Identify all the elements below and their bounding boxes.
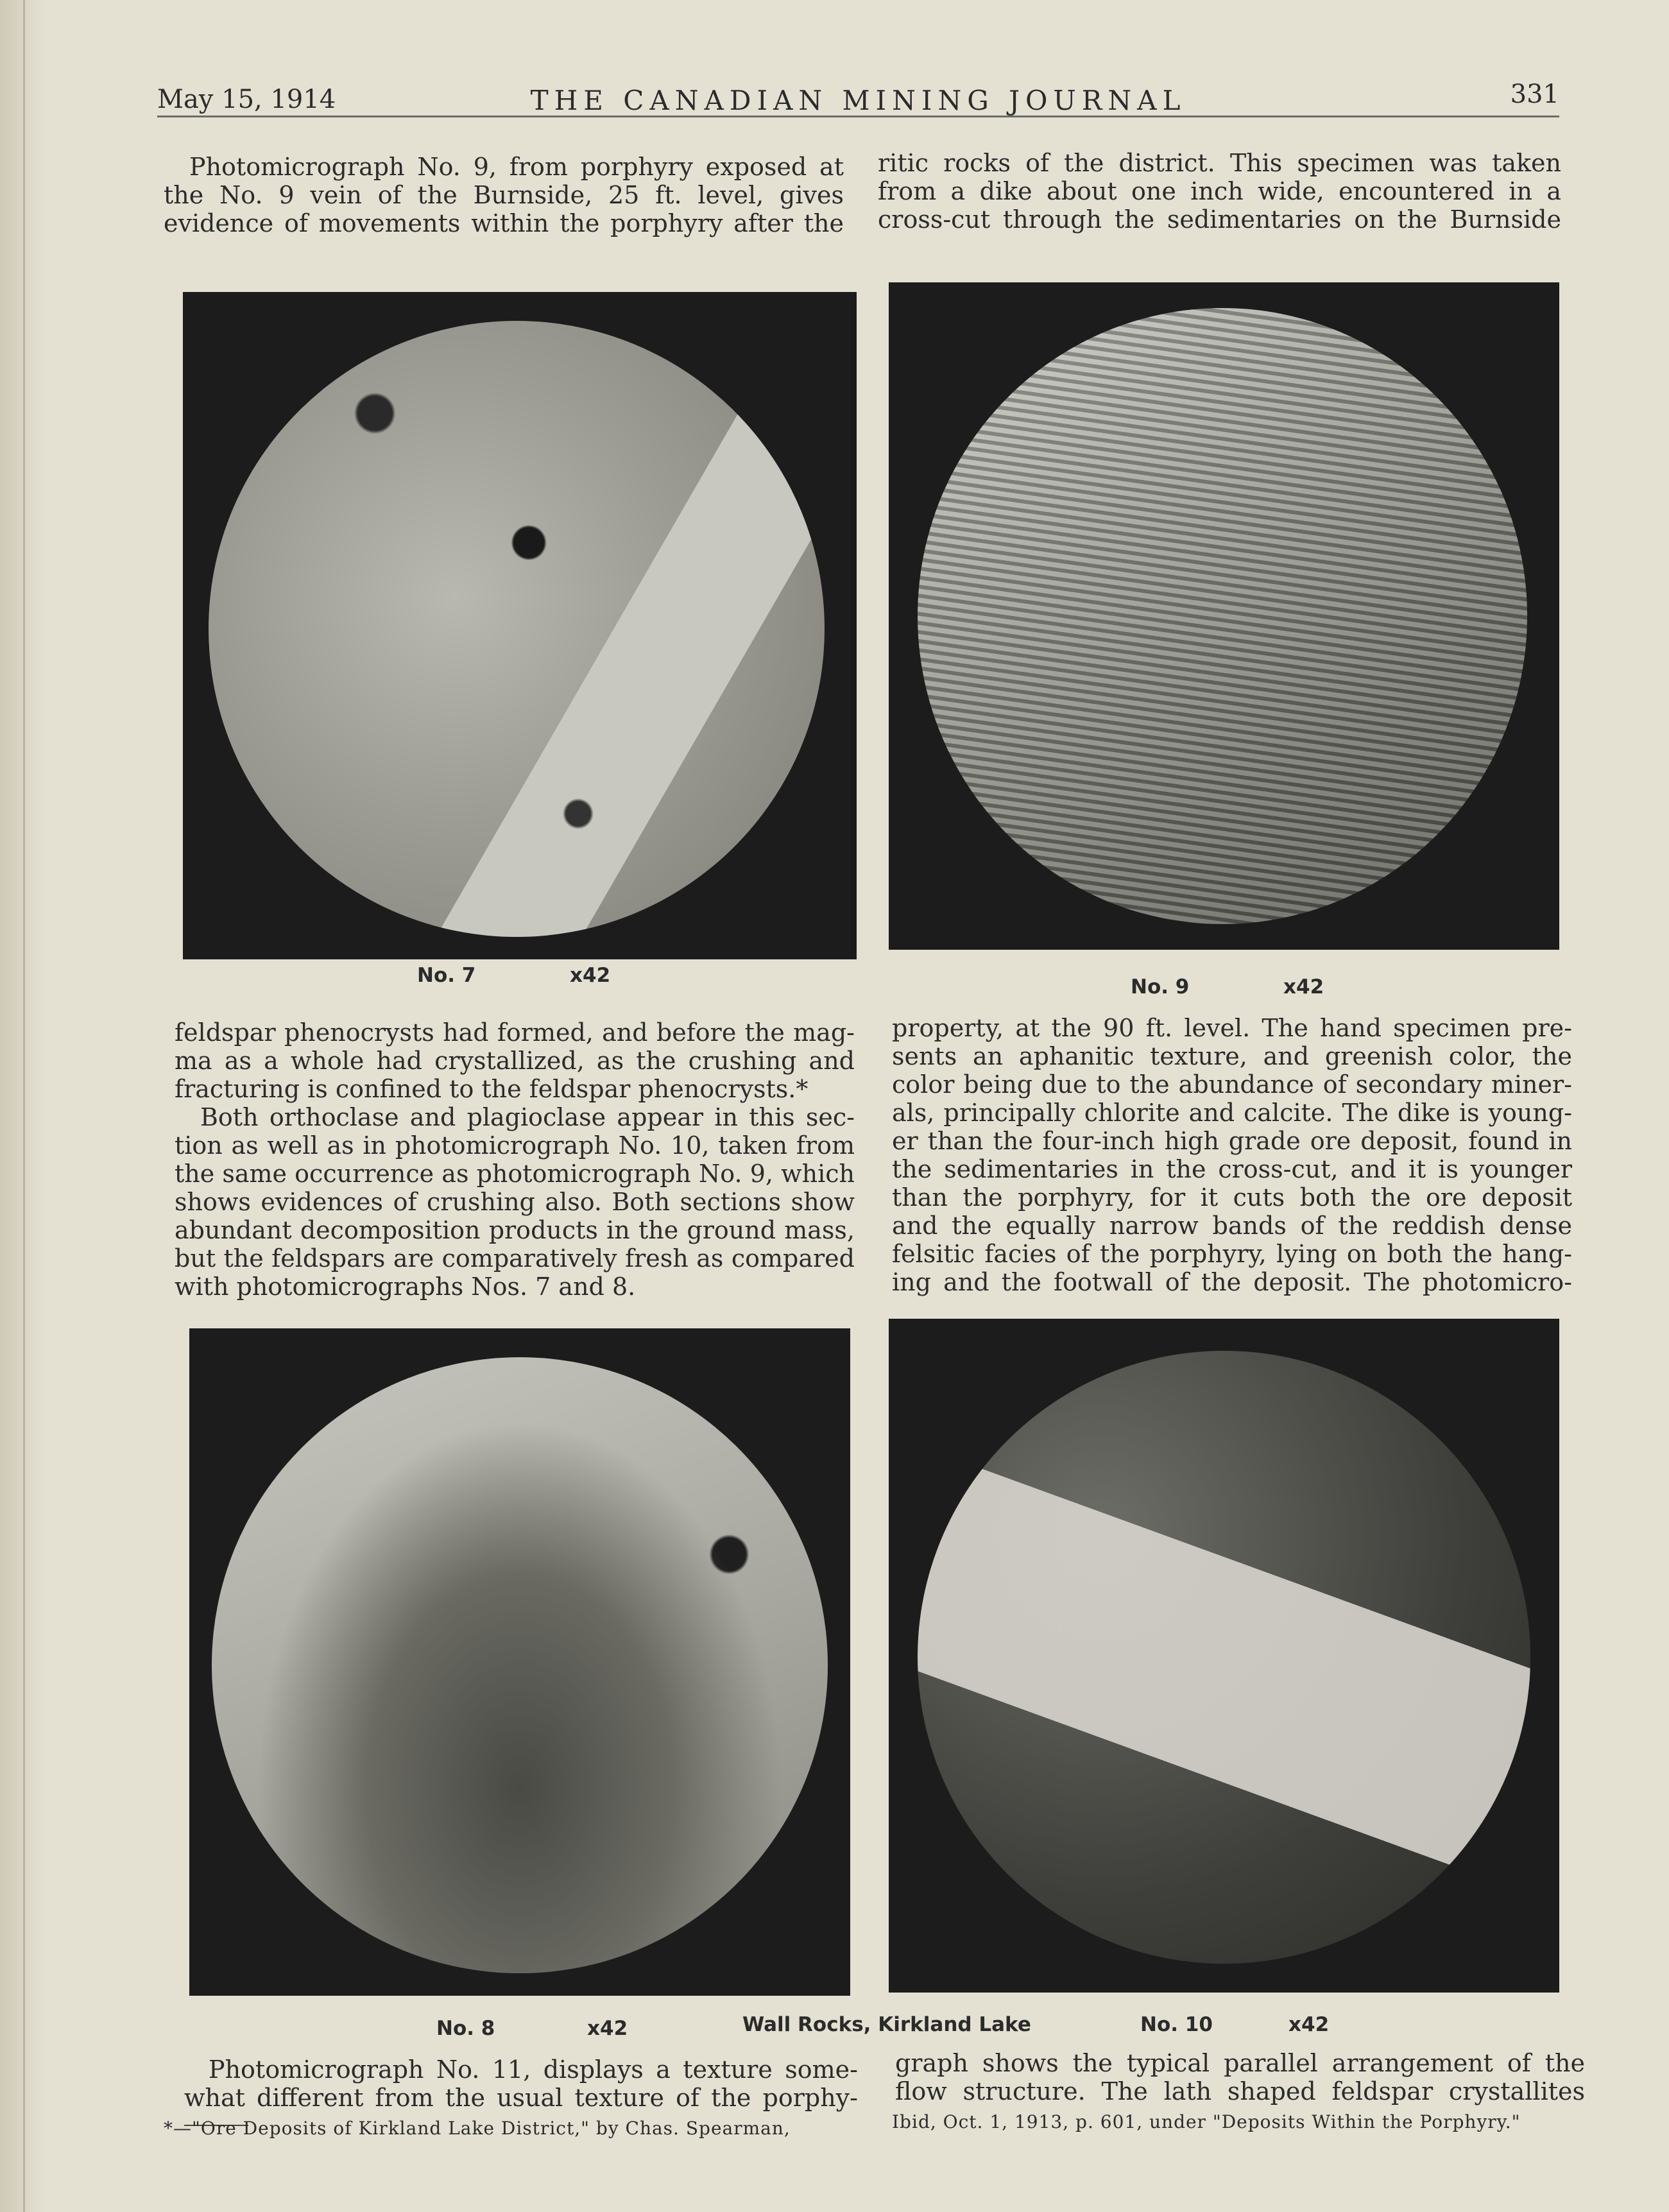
caption-no7-label: No. 7: [417, 964, 476, 987]
caption-no7-magnification: x42: [570, 964, 611, 987]
text-line: the No. 9 vein of the Burnside, 25 ft. level, gives: [164, 181, 844, 209]
photomicrograph-no7: [183, 292, 857, 959]
text-line: ing and the footwall of the deposit. The photomicro-: [892, 1268, 1572, 1296]
photomicrograph-no8: [189, 1328, 850, 1996]
col1-top-paragraph: [164, 153, 844, 237]
text-line: feldspar phenocrysts had formed, and before the mag-: [175, 1018, 855, 1047]
caption-no8-magnification: x42: [587, 2017, 628, 2040]
binding-line: [23, 0, 25, 2212]
footnote-right: Ibid, Oct. 1, 1913, p. 601, under "Deposits Within the Porphyry.": [892, 2111, 1521, 2132]
text-line: from a dike about one inch wide, encountered in a: [878, 177, 1561, 205]
col2-top-paragraph: [878, 149, 1561, 234]
thin-section-image: [918, 1351, 1530, 1964]
caption-no8-label: No. 8: [436, 2017, 495, 2040]
photomicrograph-no9: [889, 282, 1559, 950]
text-line: the sedimentaries in the cross-cut, and it is younger: [892, 1155, 1572, 1183]
text-line: Photomicrograph No. 11, displays a texture some-: [209, 2055, 858, 2084]
text-line: felsitic facies of the porphyry, lying on both the hang-: [892, 1240, 1572, 1268]
text-line: abundant decomposition products in the ground mass,: [175, 1216, 855, 1244]
text-line: graph shows the typical parallel arrangement of the: [895, 2049, 1585, 2077]
text-line: Both orthoclase and plagioclase appear in this sec-: [200, 1103, 855, 1131]
caption-no9-magnification: x42: [1283, 975, 1324, 999]
page-edge: [0, 0, 45, 2212]
page-number: 331: [1510, 80, 1559, 109]
text-line: ritic rocks of the district. This specimen was taken: [878, 149, 1561, 177]
running-header: [157, 77, 1559, 117]
text-line: ma as a whole had crystallized, as the crushing and: [175, 1047, 855, 1075]
photomicrograph-no10: [889, 1319, 1559, 1993]
text-line: evidence of movements within the porphyry after the: [164, 209, 844, 237]
header-date: May 15, 1914: [157, 85, 336, 114]
thin-section-image: [209, 321, 825, 937]
thin-section-image: [918, 308, 1527, 924]
text-line: but the feldspars are comparatively fresh as compared: [175, 1244, 855, 1273]
caption-no9-label: No. 9: [1131, 975, 1190, 999]
col1-mid-text: [175, 1018, 855, 1301]
text-line: color being due to the abundance of secondary miner-: [892, 1070, 1572, 1099]
text-line: fracturing is confined to the feldspar phenocrysts.*: [175, 1075, 809, 1103]
text-line: what different from the usual texture of the porphy-: [184, 2084, 858, 2112]
text-line: the same occurrence as photomicrograph No. 9, which: [175, 1160, 855, 1188]
plate-title: Wall Rocks, Kirkland Lake: [742, 2013, 1031, 2036]
text-line: sents an aphanitic texture, and greenish color, the: [892, 1042, 1572, 1070]
text-line: als, principally chlorite and calcite. The dike is young-: [892, 1099, 1572, 1127]
journal-title: THE CANADIAN MINING JOURNAL: [530, 85, 1186, 116]
text-line: flow structure. The lath shaped feldspar crystallites: [895, 2077, 1585, 2105]
text-line: cross-cut through the sedimentaries on the Burnside: [878, 205, 1561, 234]
thin-section-image: [212, 1357, 828, 1973]
caption-no10-magnification: x42: [1288, 2013, 1330, 2036]
col1-bottom-paragraph: [184, 2055, 858, 2112]
text-line: tion as well as in photomicrograph No. 10, taken from: [175, 1131, 855, 1160]
caption-no10-label: No. 10: [1140, 2013, 1213, 2036]
text-line: Photomicrograph No. 9, from porphyry exposed at: [189, 153, 844, 181]
text-line: er than the four-inch high grade ore deposit, found in: [892, 1127, 1572, 1155]
text-line: shows evidences of crushing also. Both sections show: [175, 1188, 855, 1216]
text-line: property, at the 90 ft. level. The hand specimen pre-: [892, 1014, 1572, 1042]
col2-mid-text: [892, 1014, 1572, 1296]
col2-bottom-paragraph: [895, 2049, 1585, 2105]
text-line: with photomicrographs Nos. 7 and 8.: [175, 1273, 636, 1301]
footnote-left: *—"Ore Deposits of Kirkland Lake District," by Chas. Spearman,: [164, 2118, 791, 2139]
text-line: than the porphyry, for it cuts both the ore deposit: [892, 1183, 1572, 1212]
text-line: and the equally narrow bands of the reddish dense: [892, 1212, 1572, 1240]
